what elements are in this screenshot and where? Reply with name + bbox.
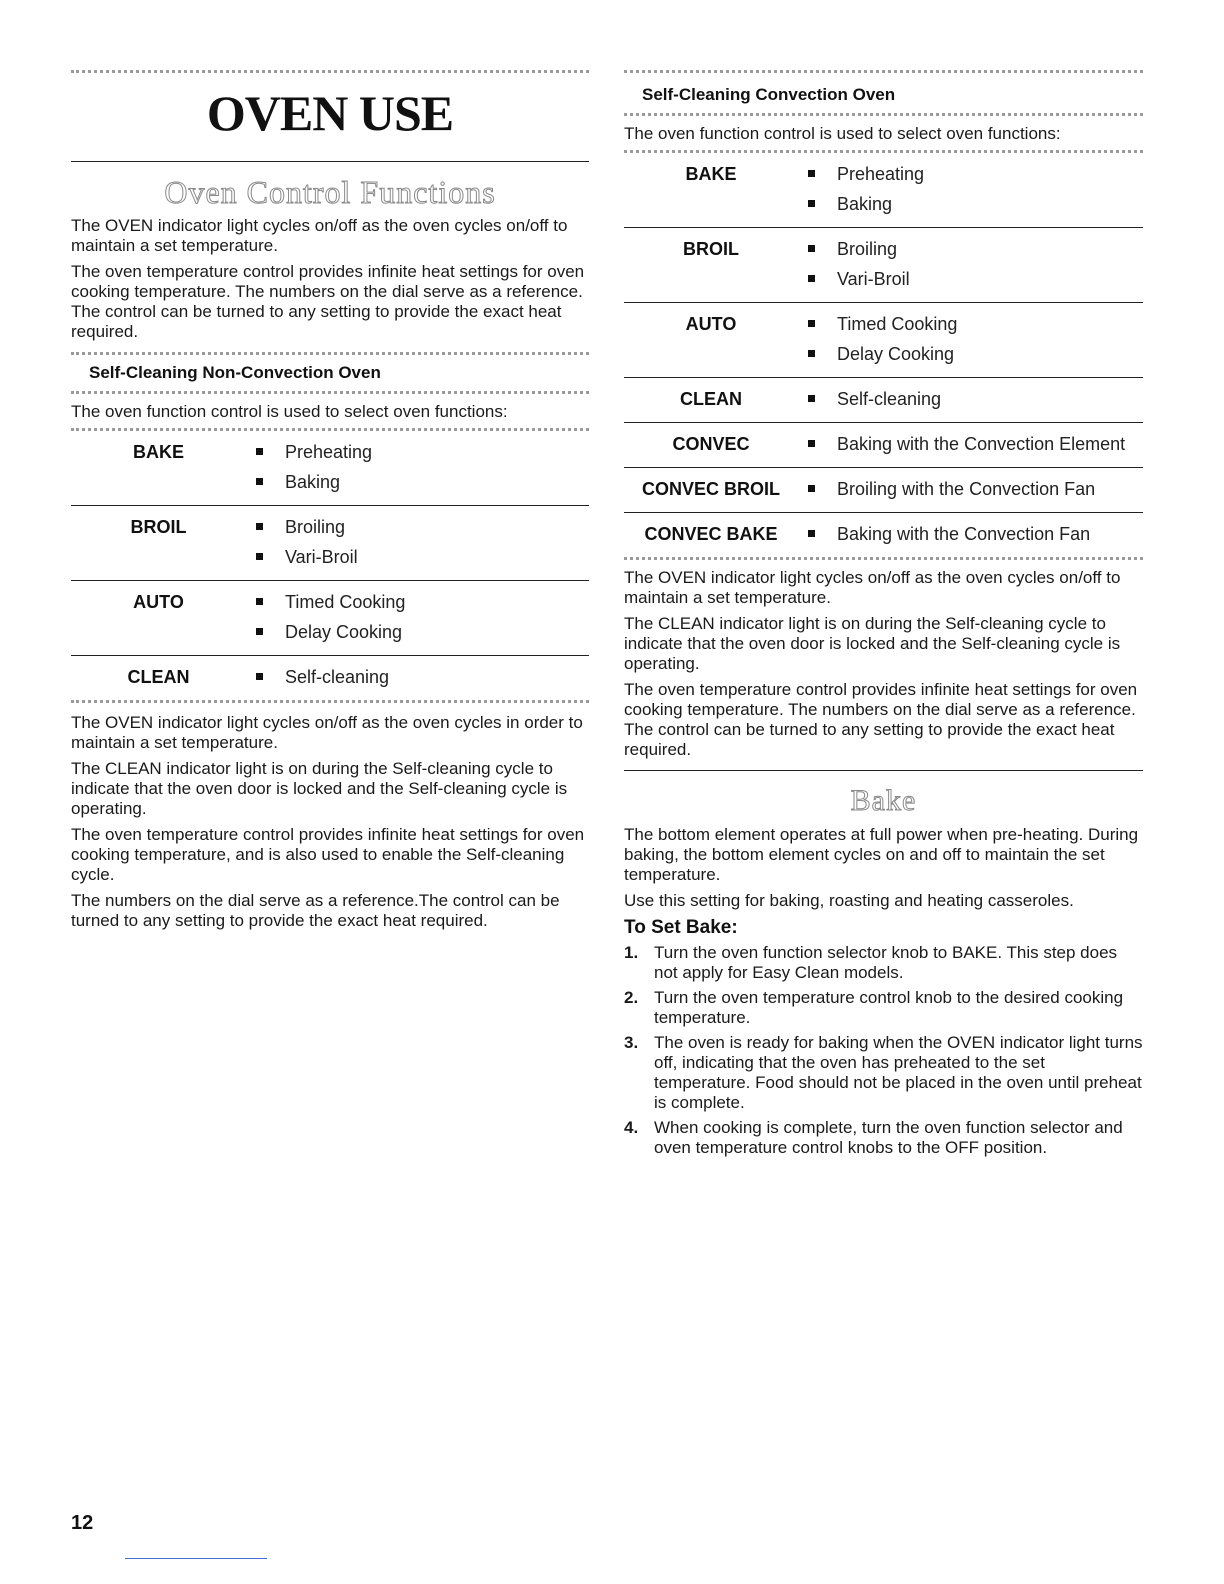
function-option: Vari-Broil: [246, 542, 589, 572]
bullet-icon: [256, 673, 263, 680]
function-row-broil: [71, 506, 589, 581]
subheading-convection: Self-Cleaning Convection Oven: [642, 85, 896, 104]
bullet-icon: [256, 598, 263, 605]
function-key: AUTO: [71, 581, 246, 656]
function-option: Self-cleaning: [798, 384, 1143, 414]
bullet-icon: [808, 320, 815, 327]
bullet-icon: [808, 485, 815, 492]
function-row-clean: [624, 378, 1143, 423]
page-number: 12: [71, 1512, 94, 1534]
function-key: BAKE: [71, 431, 246, 506]
function-row-auto: [624, 303, 1143, 378]
function-key: CLEAN: [624, 378, 798, 423]
divider-dotted: [624, 113, 1143, 116]
paragraph: The oven temperature control provides infinite heat settings for oven cooking temperature. The numbers on the dial serve as a reference. The control can be turned to any setting to provide the exact heat required.: [624, 680, 1138, 759]
list-item: 3. The oven is ready for baking when the OVEN indicator light turns off, indicating that the oven has preheated to the set temperature. Food should not be placed in the oven until preheat is complete.: [624, 1033, 1143, 1112]
bullet-icon: [808, 440, 815, 447]
section-heading-bake: Bake: [850, 784, 917, 817]
paragraph: The CLEAN indicator light is on during the Self-cleaning cycle to indicate that the oven door is locked and the Self-cleaning cycle is operating.: [624, 614, 1121, 673]
left-column: [71, 70, 589, 937]
bullet-icon: [256, 553, 263, 560]
function-row-clean: [71, 656, 589, 701]
function-option: Broiling: [798, 234, 1143, 264]
right-column: [624, 70, 1143, 1163]
bullet-icon: [808, 395, 815, 402]
function-option: Timed Cooking: [798, 309, 1143, 339]
function-option: Baking: [798, 189, 1143, 219]
function-key: CONVEC: [624, 423, 798, 468]
divider-dotted: [624, 70, 1143, 73]
list-item: 2. Turn the oven temperature control knob to the desired cooking temperature.: [624, 988, 1124, 1027]
paragraph: The OVEN indicator light cycles on/off as the oven cycles in order to maintain a set temperature.: [71, 713, 583, 752]
page-title: OVEN USE: [206, 85, 454, 141]
bullet-icon: [808, 350, 815, 357]
divider-dotted: [624, 557, 1143, 560]
function-key: CONVEC BAKE: [644, 524, 778, 544]
function-option: Timed Cooking: [246, 587, 589, 617]
footer-line: [125, 1558, 267, 1559]
function-option: Preheating: [246, 437, 589, 467]
divider-dotted: [71, 700, 589, 703]
bullet-icon: [808, 200, 815, 207]
bullet-icon: [808, 245, 815, 252]
function-key: BAKE: [624, 153, 798, 228]
bullet-icon: [256, 628, 263, 635]
function-row-convec-bake: [624, 513, 1143, 558]
list-item: 1. Turn the oven function selector knob to BAKE. This step does not apply for Easy Clean models.: [624, 943, 1118, 982]
bullet-icon: [808, 275, 815, 282]
bullet-icon: [256, 448, 263, 455]
function-option: Baking with the Convection Element: [798, 429, 1143, 459]
function-row-convec-broil: [624, 468, 1143, 513]
function-key: CONVEC BROIL: [624, 468, 798, 513]
function-option: Delay Cooking: [246, 617, 589, 647]
function-key: BROIL: [71, 506, 246, 581]
function-row-bake: [71, 431, 589, 506]
paragraph: The oven temperature control provides infinite heat settings for oven cooking temperature. The numbers on the dial serve as a reference. The control can be turned to any setting to provide the exact heat required.: [71, 262, 585, 341]
paragraph: The OVEN indicator light cycles on/off as the oven cycles on/off to maintain a set temperature.: [71, 216, 568, 255]
bullet-icon: [256, 523, 263, 530]
paragraph: The oven temperature control provides infinite heat settings for oven cooking temperature, and is also used to enable the Self-cleaning cycle.: [71, 825, 585, 884]
to-set-bake-title: To Set Bake:: [624, 917, 738, 938]
function-table-non-convection: [71, 431, 589, 700]
section-heading-oven-control-functions: Oven Control Functions: [164, 174, 496, 210]
function-option: Broiling with the Convection Fan: [798, 474, 1143, 504]
bullet-icon: [808, 530, 815, 537]
function-option: Vari-Broil: [798, 264, 1143, 294]
paragraph: The bottom element operates at full power when pre-heating. During baking, the bottom element cycles on and off to maintain the set temperature.: [624, 825, 1139, 884]
paragraph: The numbers on the dial serve as a reference.The control can be turned to any setting to provide the exact heat required.: [71, 891, 560, 930]
function-row-convec: [624, 423, 1143, 468]
paragraph: The OVEN indicator light cycles on/off as the oven cycles on/off to maintain a set temperature.: [624, 568, 1121, 607]
function-option: Preheating: [798, 159, 1143, 189]
bullet-icon: [256, 478, 263, 485]
function-key: BROIL: [624, 228, 798, 303]
function-option: Broiling: [246, 512, 589, 542]
divider-rule: [624, 770, 1143, 771]
function-option: Self-cleaning: [246, 662, 589, 692]
function-key: CLEAN: [127, 667, 190, 687]
divider-dotted: [71, 70, 589, 73]
function-key: AUTO: [624, 303, 798, 378]
bullet-icon: [808, 170, 815, 177]
functions-intro: The oven function control is used to select oven functions:: [624, 124, 1061, 143]
function-table-convection: [624, 153, 1143, 557]
divider-rule: [71, 161, 589, 162]
paragraph: Use this setting for baking, roasting and heating casseroles.: [624, 891, 1074, 910]
function-option: Baking with the Convection Fan: [798, 519, 1143, 549]
divider-dotted: [71, 391, 589, 394]
function-option: Baking: [246, 467, 589, 497]
subheading-non-convection: Self-Cleaning Non-Convection Oven: [89, 363, 381, 382]
list-item: 4. When cooking is complete, turn the oven function selector and oven temperature control knobs to the OFF position.: [624, 1118, 1123, 1157]
function-option: Delay Cooking: [798, 339, 1143, 369]
paragraph: The CLEAN indicator light is on during the Self-cleaning cycle to indicate that the oven door is locked and the Self-cleaning cycle is operating.: [71, 759, 568, 818]
bake-steps: [624, 943, 1143, 1158]
function-row-auto: [71, 581, 589, 656]
function-row-bake: [624, 153, 1143, 228]
divider-dotted: [71, 352, 589, 355]
functions-intro: The oven function control is used to select oven functions:: [71, 402, 508, 421]
function-row-broil: [624, 228, 1143, 303]
